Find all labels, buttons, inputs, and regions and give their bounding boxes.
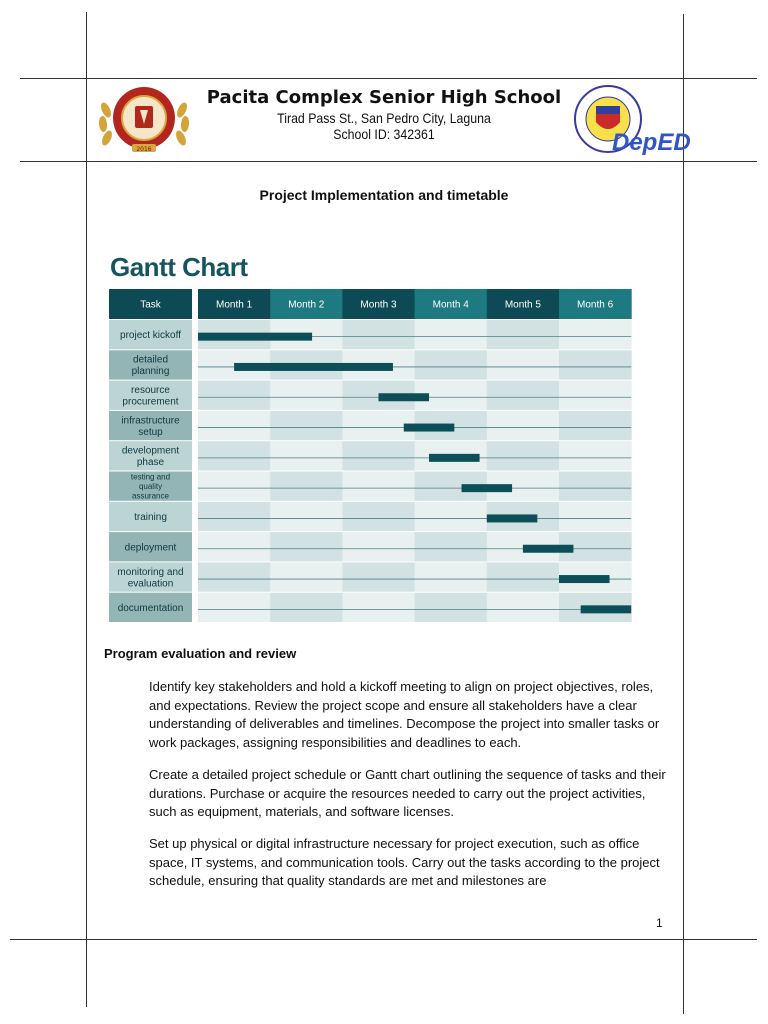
gantt-month-label: Month 2 — [288, 299, 325, 311]
gantt-grid-cell — [342, 593, 415, 622]
gantt-grid-cell — [559, 472, 632, 501]
gantt-grid-cell — [415, 532, 488, 561]
gantt-task-bar — [462, 484, 513, 492]
gantt-grid-cell — [342, 472, 415, 501]
gantt-month-label: Month 5 — [504, 299, 541, 311]
gantt-grid-cell — [415, 593, 488, 622]
gantt-grid-cell — [342, 532, 415, 561]
gantt-grid-cell — [198, 411, 271, 440]
gantt-task-label: resource procurement — [122, 385, 179, 408]
evaluation-paragraph-2: Create a detailed project schedule or Gantt chart outlining the sequence of tasks and their durations. Purchase or acquire the resources needed to carry out the project activities, such as equipment, materials, and software licenses. — [149, 767, 666, 820]
gantt-task-bar — [379, 393, 430, 401]
school-id: School ID: 342361 — [333, 126, 435, 142]
gantt-grid-cell — [198, 472, 271, 501]
gantt-grid-cell — [198, 381, 271, 410]
gantt-grid-cell — [198, 502, 271, 531]
gantt-grid-cell — [270, 532, 343, 561]
gantt-grid-cell — [415, 350, 488, 379]
gantt-task-bar — [581, 605, 632, 613]
gantt-task-label: monitoring and evaluation — [117, 566, 184, 590]
gantt-grid-cell — [559, 320, 632, 349]
gantt-grid-cell — [342, 502, 415, 531]
gantt-grid-cell — [559, 381, 632, 410]
gantt-task-label: training — [134, 511, 167, 523]
gantt-chart — [109, 289, 633, 625]
gantt-grid-cell — [559, 411, 632, 440]
gantt-grid-cell — [270, 441, 343, 470]
school-address: Tirad Pass St., San Pedro City, Laguna — [277, 110, 491, 126]
gantt-grid-cell — [559, 350, 632, 379]
gantt-grid-cell — [270, 593, 343, 622]
gantt-task-bar — [234, 363, 393, 371]
footer-rule — [10, 939, 757, 940]
school-name: Pacita Complex Senior High School — [206, 87, 562, 108]
gantt-grid-cell — [198, 441, 271, 470]
gantt-task-label: infrastructure setup — [121, 415, 180, 438]
section-title: Project Implementation and timetable — [259, 187, 509, 203]
gantt-grid-cell — [270, 411, 343, 440]
gantt-grid-cell — [415, 562, 488, 591]
gantt-grid-cell — [270, 562, 343, 591]
gantt-grid-cell — [198, 532, 271, 561]
gantt-header-task-label: Task — [140, 299, 161, 311]
gantt-task-label: testing and quality assurance — [130, 472, 171, 501]
gantt-grid-cell — [487, 411, 560, 440]
evaluation-paragraph-1: Identify key stakeholders and hold a kickoff meeting to align on project objectives, roles, and expectations. Review the project scope and ensure all stakeholders have a clear understanding of deliverables and timelines. Decompose the project into smaller tasks or work packages, assigning responsibilities and deadlines to each. — [149, 679, 660, 750]
gantt-grid-cell — [270, 472, 343, 501]
gantt-grid-cell — [198, 562, 271, 591]
gantt-task-label: development phase — [121, 445, 180, 469]
header-bottom-rule — [20, 161, 757, 162]
gantt-grid-cell — [342, 320, 415, 349]
gantt-task-label: detailed planning — [131, 354, 170, 378]
gantt-task-label: documentation — [117, 602, 184, 614]
gantt-grid-cell — [415, 320, 488, 349]
gantt-month-label: Month 3 — [360, 299, 397, 311]
gantt-month-label: Month 4 — [432, 299, 469, 311]
svg-text:2016: 2016 — [136, 146, 152, 153]
gantt-grid-cell — [487, 381, 560, 410]
gantt-task-label: deployment — [124, 542, 177, 554]
gantt-grid-cell — [487, 593, 560, 622]
page-guide-right — [683, 14, 684, 1014]
page-number: 1 — [656, 916, 663, 930]
gantt-task-bar — [523, 545, 574, 553]
gantt-title: Gantt Chart — [110, 252, 248, 282]
gantt-grid-cell — [342, 562, 415, 591]
gantt-task-bar — [404, 424, 455, 432]
gantt-month-label: Month 1 — [216, 299, 253, 311]
evaluation-heading: Program evaluation and review — [104, 646, 297, 661]
gantt-grid-cell — [415, 502, 488, 531]
gantt-grid-cell — [342, 441, 415, 470]
gantt-grid-cell — [270, 381, 343, 410]
gantt-task-bar — [559, 575, 610, 583]
gantt-month-label: Month 6 — [577, 299, 614, 311]
gantt-task-bar — [487, 514, 538, 522]
gantt-task-label: project kickoff — [120, 330, 181, 342]
header-top-rule — [20, 78, 757, 79]
gantt-grid-cell — [559, 441, 632, 470]
gantt-task-bar — [198, 333, 312, 341]
gantt-grid-cell — [487, 441, 560, 470]
gantt-grid-cell — [487, 562, 560, 591]
gantt-grid-cell — [270, 502, 343, 531]
gantt-grid-cell — [559, 502, 632, 531]
gantt-task-bar — [429, 454, 480, 462]
svg-text:DepED: DepED — [612, 129, 691, 156]
gantt-grid-cell — [487, 320, 560, 349]
evaluation-paragraph-3: Set up physical or digital infrastructure necessary for project execution, such as office space, IT systems, and communication tools. Carry out the tasks according to the project schedule, ensuring that quality standards are met and milestones are — [149, 836, 660, 889]
gantt-grid-cell — [198, 593, 271, 622]
gantt-grid-cell — [487, 350, 560, 379]
